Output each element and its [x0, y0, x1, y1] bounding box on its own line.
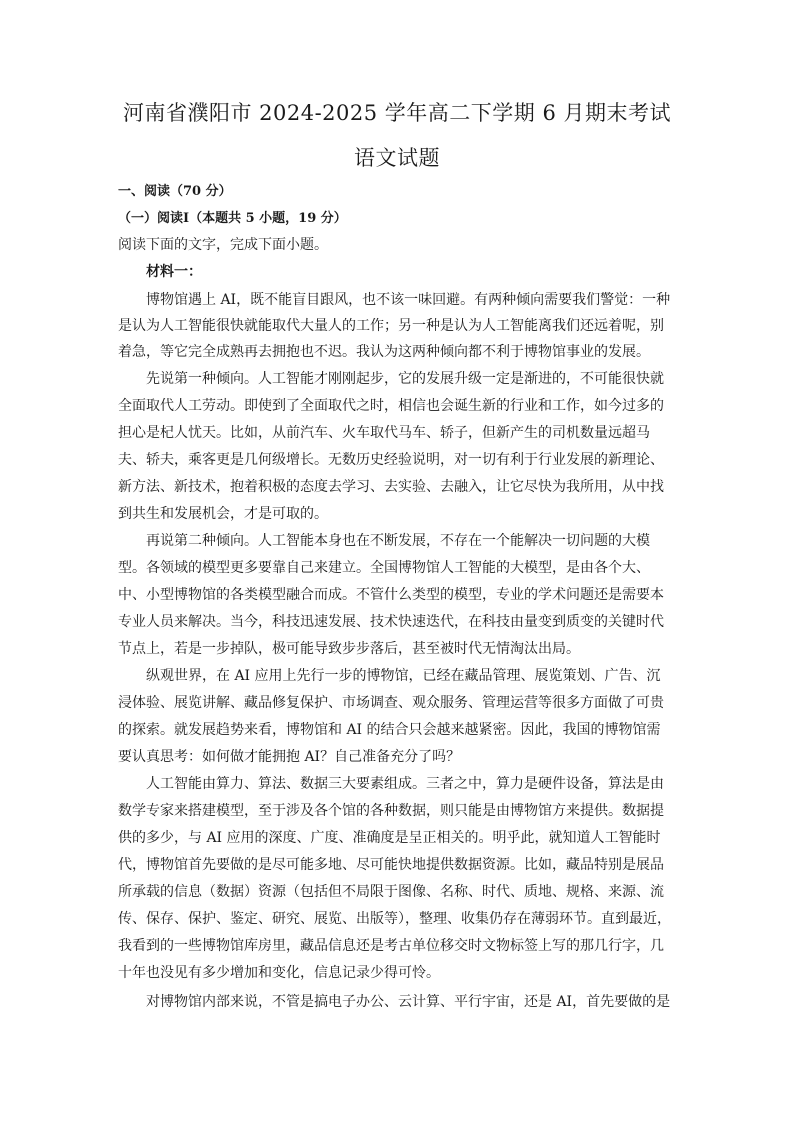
document-title: 河南省濮阳市 2024-2025 学年高二下学期 6 月期末考试 [122, 101, 672, 125]
paragraph-line: 对博物馆内部来说，不管是搞电子办公、云计算、平行宇宙，还是 AI，首先要做的是 [146, 994, 671, 1010]
paragraph-line: 中、小型博物馆的各类模型融合而成。不管什么类型的模型，专业的学术问题还是需要本 [118, 587, 664, 603]
paragraph-line: 人工智能由算力、算法、数据三大要素组成。三者之中，算力是硬件设备，算法是由 [146, 776, 664, 792]
material-label: 材料一： [146, 264, 202, 280]
paragraph-line: 纵观世界，在 AI 应用上先行一步的博物馆，已经在藏品管理、展览策划、广告、沉 [146, 668, 661, 684]
paragraph-line: 要认真思考：如何做才能拥抱 AI？自己准备充分了吗？ [118, 749, 461, 765]
paragraph-line: 先说第一种倾向。人工智能才刚刚起步，它的发展升级一定是渐进的，不可能很快就 [146, 371, 664, 387]
document-subtitle: 语文试题 [354, 146, 440, 170]
paragraph-line: 浸体验、展览讲解、藏品修复保护、市场调查、观众服务、管理运营等很多方面做了可贵 [118, 695, 664, 711]
paragraph-line: 全面取代人工劳动。即使到了全面取代之时，相信也会诞生新的行业和工作，如今过多的 [118, 398, 664, 414]
paragraph-line: 到共生和发展机会，才是可取的。 [118, 506, 328, 522]
paragraph-line: 节点上，若是一步掉队，极可能导致步步落后，甚至被时代无情淘汰出局。 [118, 641, 580, 657]
paragraph-line: 我看到的一些博物馆库房里，藏品信息还是考古单位移交时文物标签上写的那几行字，几 [118, 938, 664, 954]
paragraph-line: 夫、轿夫，乘客更是几何级增长。无数历史经验说明，对一切有利于行业发展的新理论、 [118, 452, 664, 468]
instruction-text: 阅读下面的文字，完成下面小题。 [118, 237, 328, 253]
paragraph-line: 是认为人工智能很快就能取代大量人的工作；另一种是认为人工智能离我们还远着呢，别 [118, 318, 664, 334]
paragraph-line: 所承载的信息（数据）资源（包括但不局限于图像、名称、时代、质地、规格、来源、流 [118, 884, 664, 900]
paragraph-line: 博物馆遇上 AI，既不能盲目跟风，也不该一味回避。有两种倾向需要我们警觉：一种 [146, 292, 671, 308]
paragraph-line: 着急，等它完全成熟再去拥抱也不迟。我认为这两种倾向都不利于博物馆事业的发展。 [118, 344, 650, 360]
paragraph-line: 型。各领域的模型更多要靠自己来建立。全国博物馆人工智能的大模型，是由各个大、 [118, 560, 650, 576]
section-heading-reading: 一、阅读（70 分） [118, 184, 232, 199]
paragraph-line: 专业人员来解决。当今，科技迅速发展、技术快速迭代，在科技由量变到质变的关键时代 [118, 614, 664, 630]
paragraph-line: 代，博物馆首先要做的是尽可能多地、尽可能快地提供数据资源。比如，藏品特别是展品 [118, 857, 664, 873]
paragraph-line: 数学专家来搭建模型，至于涉及各个馆的各种数据，则只能是由博物馆方来提供。数据提 [118, 803, 664, 819]
paragraph-line: 传、保存、保护、鉴定、研究、展览、出版等），整理、收集仍存在薄弱环节。直到最近， [118, 911, 671, 927]
subsection-heading-reading-1: （一）阅读Ⅰ（本题共 5 小题，19 分） [118, 211, 347, 226]
paragraph-line: 的探索。就发展趋势来看，博物馆和 AI 的结合只会越来越紧密。因此，我国的博物馆需 [118, 722, 661, 738]
paragraph-line: 新方法、新技术，抱着积极的态度去学习、去实验、去融入，让它尽快为我所用，从中找 [118, 479, 664, 495]
paragraph-line: 再说第二种倾向。人工智能本身也在不断发展，不存在一个能解决一切问题的大模 [146, 533, 650, 549]
paragraph-line: 十年也没见有多少增加和变化，信息记录少得可怜。 [118, 965, 440, 981]
paragraph-line: 供的多少，与 AI 应用的深度、广度、准确度是呈正相关的。明乎此，就知道人工智能时 [118, 830, 661, 846]
paragraph-line: 担心是杞人忧天。比如，从前汽车、火车取代马车、轿子，但新产生的司机数量远超马 [118, 425, 650, 441]
